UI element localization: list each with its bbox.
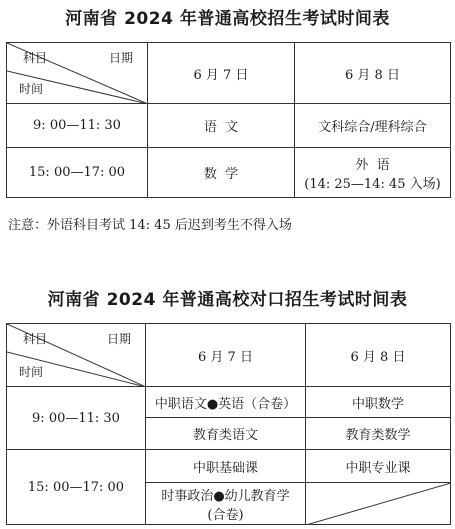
table-row [7, 148, 451, 198]
header-day1: 6 月 7 日 [148, 43, 295, 104]
row-time-morning: 9: 00—11: 30 [7, 387, 146, 450]
exam-schedule-table-1 [6, 42, 451, 198]
row-day1-subject [146, 483, 306, 525]
row-day1-subject: 语 文 [148, 104, 295, 148]
row-day1-subject: 中职语文●英语（合卷） [146, 387, 306, 418]
header-date-label: 日期 [106, 332, 131, 346]
header-time-label: 时间 [19, 82, 44, 96]
header-day2: 6 月 8 日 [306, 324, 451, 387]
row-day1-line2: (合卷) [207, 507, 244, 523]
row-day2-subject: 教育类数学 [306, 418, 451, 450]
header-subject-label: 科目 [23, 51, 48, 65]
header-day2: 6 月 8 日 [295, 43, 451, 104]
table-row [7, 104, 451, 148]
header-time-label: 时间 [19, 365, 44, 379]
row-day2-subject: 中职专业课 [306, 450, 451, 483]
row-day2-subject: 文科综合/理科综合 [295, 104, 451, 148]
row-time: 15: 00—17: 00 [7, 148, 148, 198]
empty-slashed-cell [306, 483, 451, 525]
header-day1: 6 月 7 日 [146, 324, 306, 387]
row-day2-subject [295, 148, 451, 198]
table2-title: 河南省 2024 年普通高校对口招生考试时间表 [47, 290, 408, 310]
corner-header-cell [7, 43, 148, 104]
row-day1-subject: 教育类语文 [146, 418, 306, 450]
table1-title: 河南省 2024 年普通高校招生考试时间表 [65, 9, 390, 29]
table-row [7, 387, 451, 418]
header-subject-label: 科目 [23, 332, 48, 346]
row-day1-subject: 中职基础课 [146, 450, 306, 483]
row-time-afternoon: 15: 00—17: 00 [7, 450, 146, 525]
row-day1-subject: 数 学 [148, 148, 295, 198]
row-day2-subject: 中职数学 [306, 387, 451, 418]
exam-note: 注意：外语科目考试 14: 45 后迟到考生不得入场 [8, 218, 292, 233]
row-day1-line1: 时事政治●幼儿教育学 [161, 488, 290, 504]
row-time: 9: 00—11: 30 [7, 104, 148, 148]
row-day2-line1: 外 语 [355, 157, 390, 173]
row-day2-line2: (14: 25—14: 45 入场) [304, 176, 441, 192]
table-row [7, 450, 451, 483]
header-date-label: 日期 [108, 51, 133, 65]
exam-schedule-table-2 [6, 323, 451, 525]
corner-header-cell [7, 324, 146, 387]
cell-diagonal-line [306, 483, 451, 525]
